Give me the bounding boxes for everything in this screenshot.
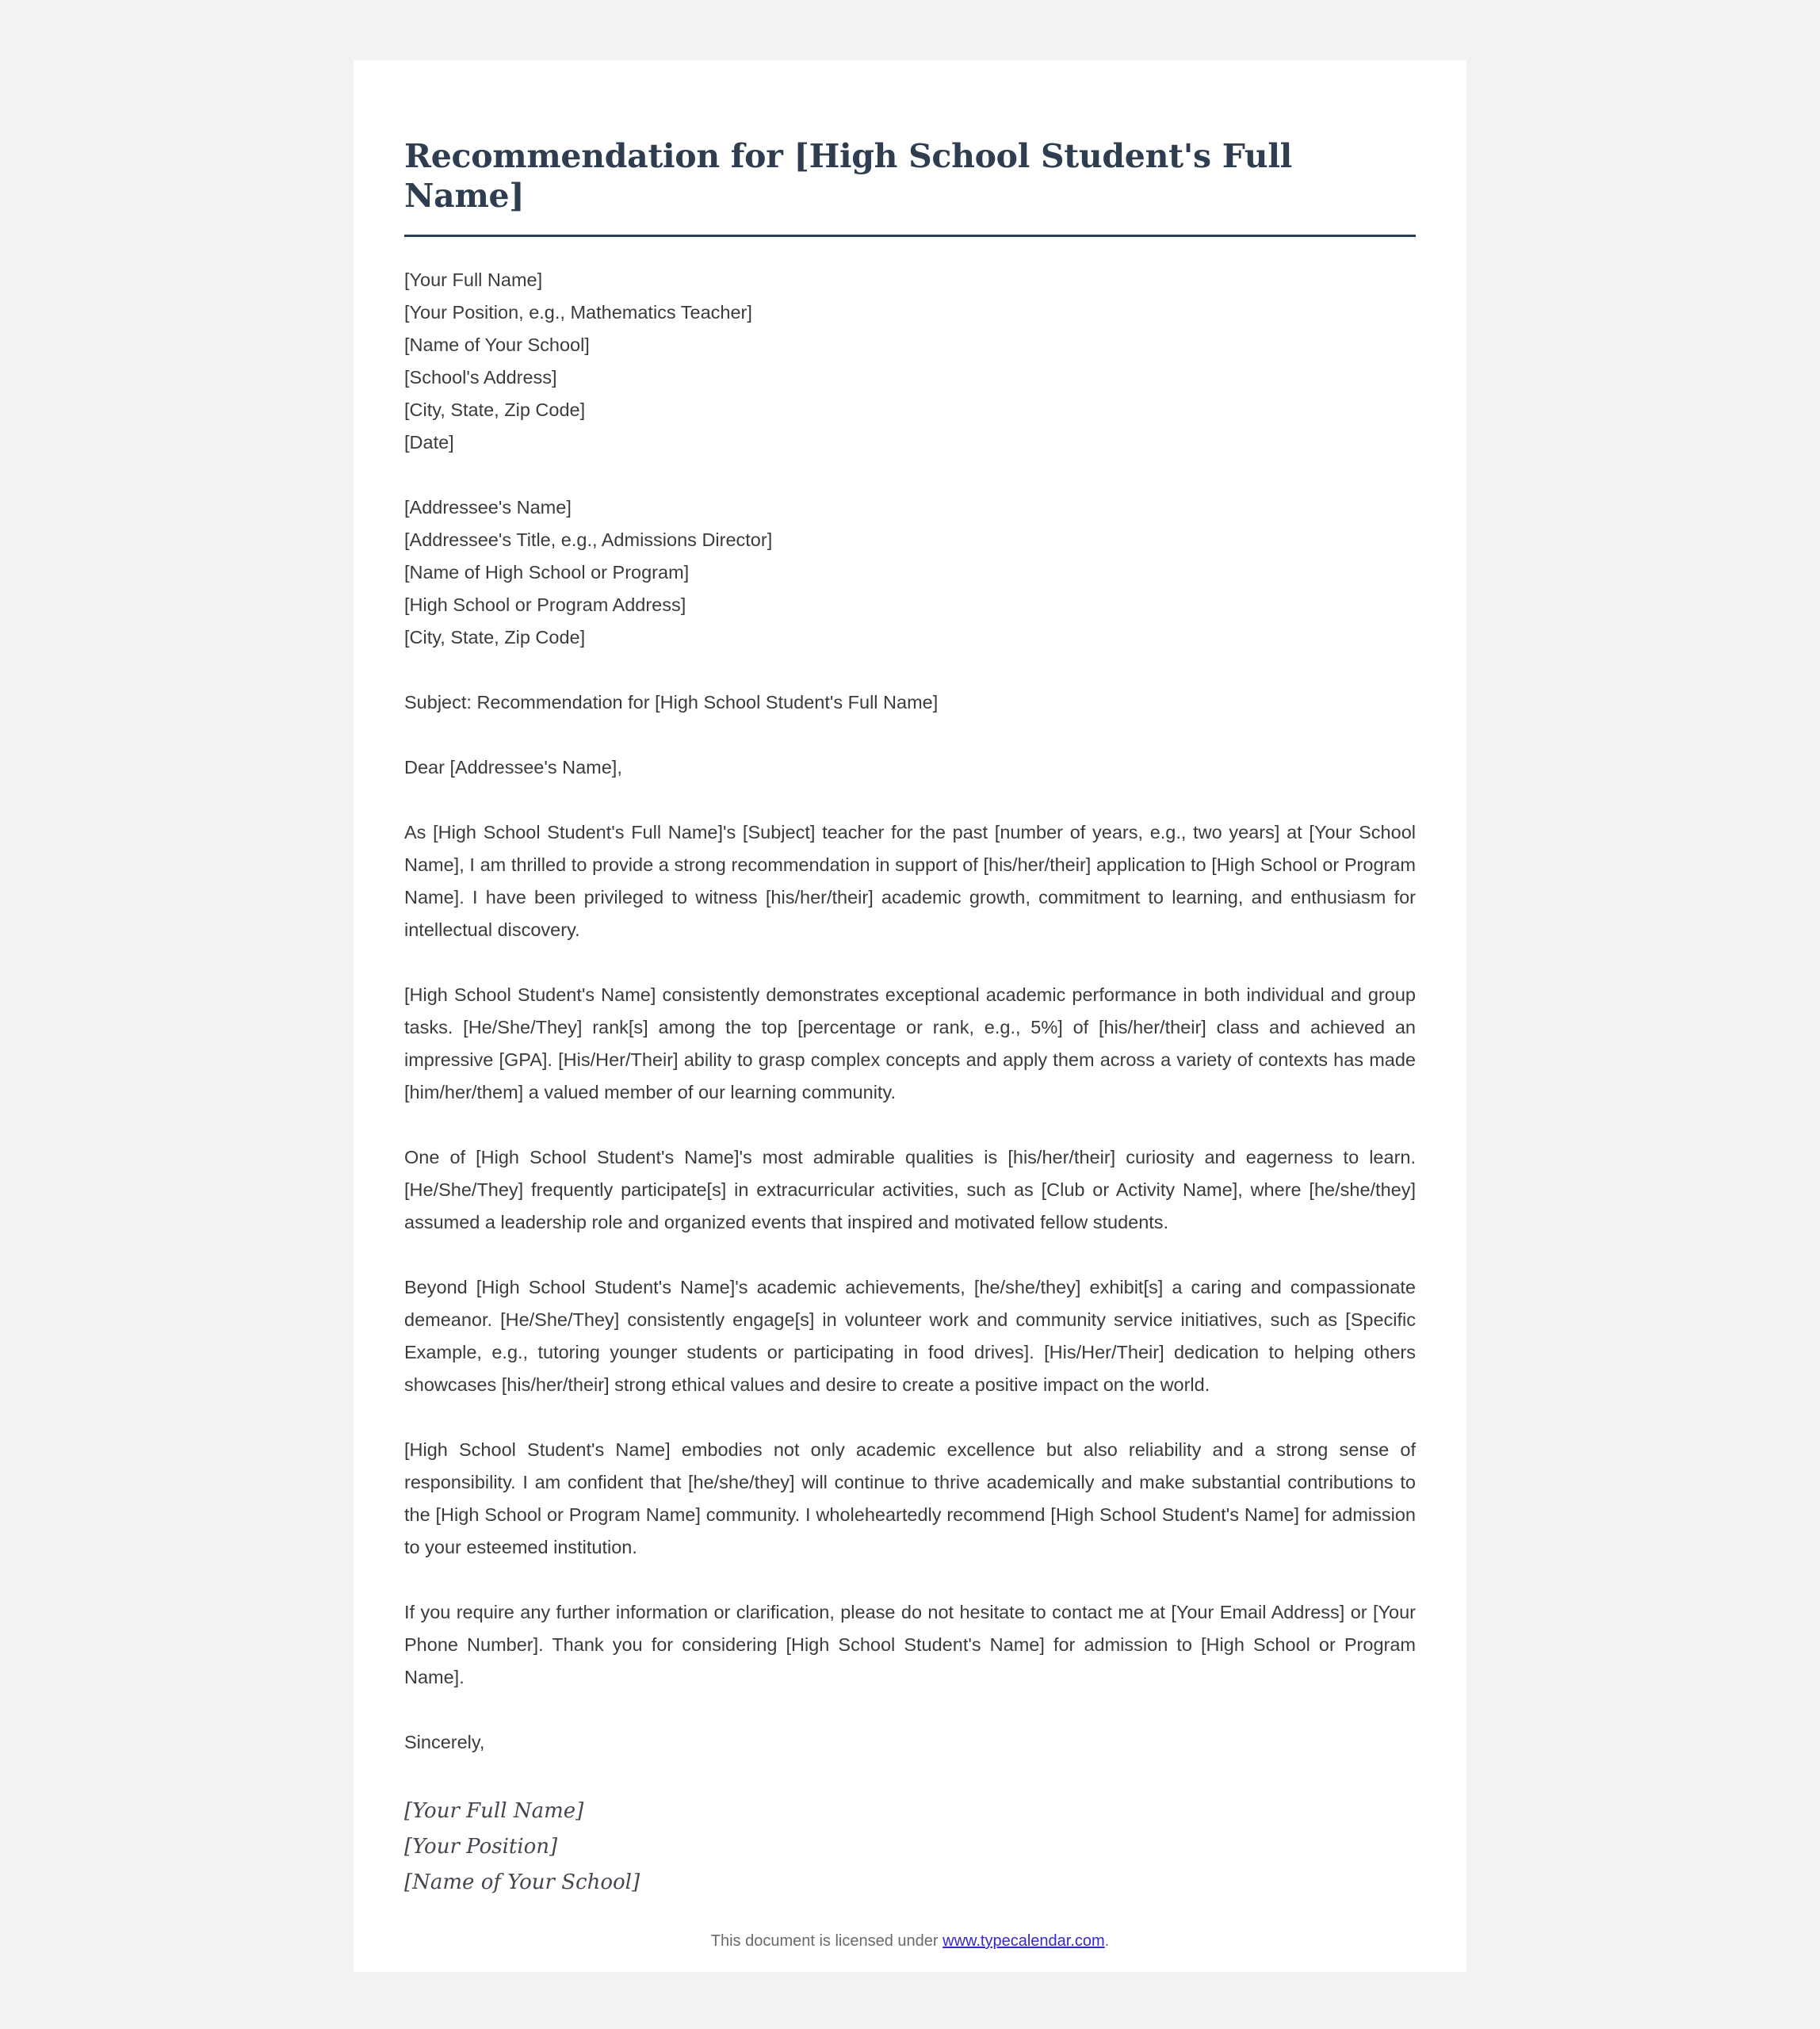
sender-line: [School's Address] <box>404 367 557 388</box>
spacer <box>404 459 1416 491</box>
signature-line: [Your Position] <box>404 1835 558 1859</box>
signature-line: [Your Full Name] <box>404 1799 584 1824</box>
spacer <box>404 784 1416 816</box>
spacer <box>404 719 1416 751</box>
salutation: Dear [Addressee's Name], <box>404 757 622 778</box>
closing-line: Sincerely, <box>404 1732 485 1753</box>
body-paragraph: [High School Student's Name] consistently demonstrates exceptional academic performance in both individual and group tasks. [He/She/They] rank[s] among the top [percentage or rank, e.g., 5%] of [his/her/their] class and achieved an impressive [GPA]. [His/Her/Their] ability to grasp complex concepts and apply them across a variety of contexts has made [him/her/them] a valued member of our learning community. <box>404 984 1416 1103</box>
recipient-line: [Addressee's Name] <box>404 497 572 518</box>
document-page <box>354 60 1466 1972</box>
letter-body <box>404 816 1416 1694</box>
signature-line: [Name of Your School] <box>404 1870 640 1895</box>
body-paragraph: [High School Student's Name] embodies not only academic excellence but also reliability and a strong sense of responsibility. I am confident that [he/she/they] will continue to thrive academically and make substantial contributions to the [High School or Program Name] community. I wholeheartedly recommend [High School Student's Name] for admission to your esteemed institution. <box>404 1439 1416 1558</box>
recipient-line: [Addressee's Title, e.g., Admissions Director] <box>404 529 773 551</box>
recipient-line: [Name of High School or Program] <box>404 562 690 583</box>
sender-line: [Date] <box>404 432 454 453</box>
page-title: Recommendation for [High School Student's Full Name] <box>404 137 1292 216</box>
recipient-line: [City, State, Zip Code] <box>404 627 586 648</box>
body-paragraph: One of [High School Student's Name]'s most admirable qualities is [his/her/their] curiosity and eagerness to learn. [He/She/They] frequently participate[s] in extracurricular activities, such as [Club or Activity Name], where [he/she/they] assumed a leadership role and organized events that inspired and motivated fellow students. <box>404 1147 1416 1233</box>
spacer <box>404 654 1416 686</box>
body-paragraph: Beyond [High School Student's Name]'s academic achievements, [he/she/they] exhibit[s] a caring and compassionate demeanor. [He/She/They] consistently engage[s] in volunteer work and community service initiatives, such as [Specific Example, e.g., tutoring younger students or participating in food drives]. [His/Her/Their] dedication to helping others showcases [his/her/their] strong ethical values and desire to create a positive impact on the world. <box>404 1277 1416 1396</box>
sender-address-block <box>404 264 1416 459</box>
typecalendar-link[interactable]: www.typecalendar.com <box>942 1932 1105 1950</box>
sender-line: [Your Full Name] <box>404 269 543 291</box>
sender-line: [Name of Your School] <box>404 334 590 356</box>
signature-block <box>404 1794 1416 1901</box>
sender-line: [Your Position, e.g., Mathematics Teacher] <box>404 302 752 323</box>
title-divider <box>404 235 1416 237</box>
sender-line: [City, State, Zip Code] <box>404 399 586 421</box>
license-footer <box>0 1932 1820 1951</box>
recipient-address-block <box>404 491 1416 654</box>
spacer <box>404 1694 1416 1726</box>
footer-prefix-text: This document is licensed under <box>710 1932 943 1950</box>
footer-suffix-text: . <box>1104 1932 1110 1950</box>
subject-line: Subject: Recommendation for [High School Student's Full Name] <box>404 692 939 713</box>
body-paragraph: As [High School Student's Full Name]'s [Subject] teacher for the past [number of years, e.g., two years] at [Your School Name], I am thrilled to provide a strong recommendation in support of [his/her/their] application to [High School or Program Name]. I have been privileged to witness [his/her/their] academic growth, commitment to learning, and enthusiasm for intellectual discovery. <box>404 822 1416 941</box>
recipient-line: [High School or Program Address] <box>404 594 686 616</box>
body-paragraph: If you require any further information or clarification, please do not hesitate to contact me at [Your Email Address] or [Your Phone Number]. Thank you for considering [High School Student's Name] for admission to [High School or Program Name]. <box>404 1602 1416 1688</box>
document-content <box>354 60 1466 1972</box>
